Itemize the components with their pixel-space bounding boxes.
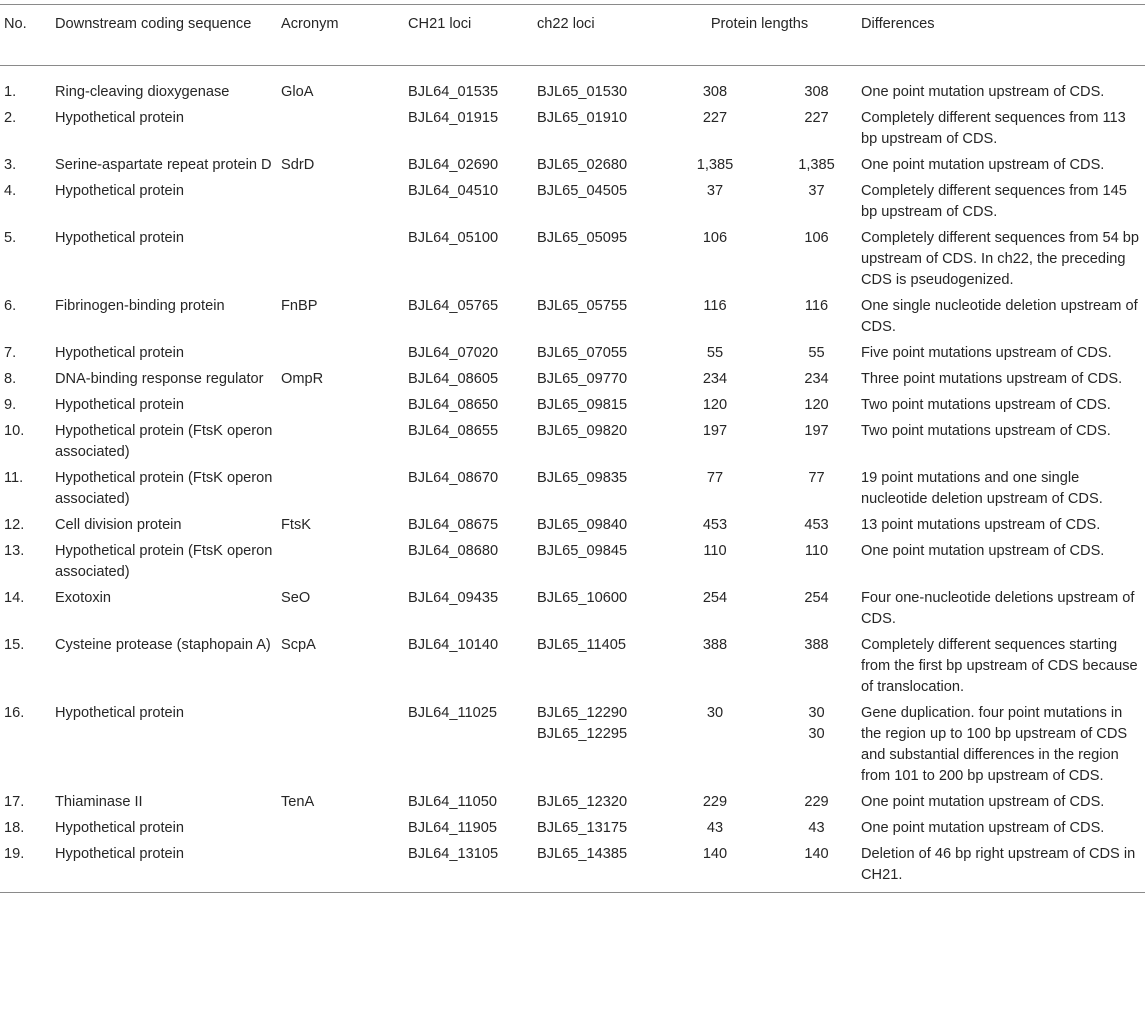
- header-acronym: Acronym: [281, 16, 339, 32]
- cell-length-ch21: 229: [702, 794, 728, 810]
- cell-ch21-loci: BJL64_08655: [408, 423, 499, 439]
- cell-length-ch22-value: 453: [804, 517, 829, 533]
- cell-length-ch22: [772, 293, 861, 340]
- cell-ch21-loci: BJL64_09435: [408, 590, 499, 606]
- table-row: [0, 538, 1145, 585]
- cell-ch22-loci: [537, 700, 658, 789]
- table-row: [0, 418, 1145, 465]
- cell-ch22-loci-value: BJL65_13175: [537, 820, 628, 836]
- cell-length-ch22-value: 37: [808, 183, 825, 199]
- cell-length-ch22: [772, 841, 861, 893]
- cell-length-ch22-value: 140: [804, 846, 829, 862]
- cell-differences: 19 point mutations and one single nucleotide deletion upstream of CDS.: [861, 470, 1103, 507]
- cell-ch22-loci-value: BJL65_10600: [537, 590, 628, 606]
- cell-ch22-loci: [537, 392, 658, 418]
- header-protein-lengths: Protein lengths: [710, 16, 809, 32]
- cell-ch21-loci: BJL64_08650: [408, 397, 499, 413]
- cell-length-ch22: [772, 512, 861, 538]
- cell-length-ch22: [772, 789, 861, 815]
- cell-differences: Completely different sequences starting from the first bp upstream of CDS because of translocation.: [861, 637, 1138, 695]
- cell-length-ch22: [772, 700, 861, 789]
- cell-length-ch21: 37: [706, 183, 724, 199]
- cell-length-ch22: [772, 178, 861, 225]
- cell-acronym: TenA: [281, 794, 315, 810]
- cell-length-ch22: [772, 418, 861, 465]
- cell-acronym: FnBP: [281, 298, 318, 314]
- table-row: [0, 105, 1145, 152]
- table-row: [0, 789, 1145, 815]
- cell-ch21-loci: BJL64_13105: [408, 846, 499, 862]
- cell-ch22-loci-value: BJL65_05755: [537, 298, 628, 314]
- cell-sequence: Cysteine protease (staphopain A): [55, 637, 271, 653]
- cell-length-ch21: 43: [706, 820, 724, 836]
- cell-ch22-loci-value: BJL65_12320: [537, 794, 628, 810]
- cell-ch22-loci: [537, 585, 658, 632]
- table-row: [0, 178, 1145, 225]
- cell-acronym: [281, 815, 408, 841]
- results-table: [0, 4, 1145, 893]
- cell-acronym: [281, 392, 408, 418]
- cell-ch22-loci: [537, 340, 658, 366]
- cell-length-ch22: [772, 585, 861, 632]
- cell-sequence: Fibrinogen-binding protein: [55, 298, 225, 314]
- cell-differences: Completely different sequences from 113 bp upstream of CDS.: [861, 110, 1126, 147]
- cell-sequence: Hypothetical protein: [55, 397, 184, 413]
- cell-ch22-loci: [537, 178, 658, 225]
- cell-length-ch22: [772, 225, 861, 293]
- cell-length-ch21: 77: [706, 470, 724, 486]
- cell-acronym: [281, 418, 408, 465]
- cell-no: 9.: [4, 397, 17, 413]
- table-row: [0, 225, 1145, 293]
- table-row: [0, 512, 1145, 538]
- table-row: [0, 465, 1145, 512]
- cell-ch22-loci-value: BJL65_05095: [537, 230, 628, 246]
- cell-length-ch22-value: 110: [804, 543, 829, 559]
- cell-ch22-loci-value: BJL65_02680: [537, 157, 628, 173]
- cell-ch21-loci: BJL64_08670: [408, 470, 499, 486]
- cell-length-ch21: 388: [702, 637, 728, 653]
- cell-differences: Completely different sequences from 54 bp upstream of CDS. In ch22, the preceding CDS is pseudogenized.: [861, 230, 1139, 288]
- cell-length-ch22-value: 1,385: [798, 157, 835, 173]
- table-row: [0, 632, 1145, 700]
- cell-acronym: ScpA: [281, 637, 316, 653]
- cell-length-ch21: 227: [702, 110, 728, 126]
- cell-length-ch22-value: 30: [808, 726, 825, 742]
- cell-ch21-loci: BJL64_11050: [408, 794, 497, 810]
- header-sequence: Downstream coding sequence: [55, 16, 252, 32]
- cell-no: 13.: [4, 543, 25, 559]
- cell-acronym: FtsK: [281, 517, 311, 533]
- cell-no: 19.: [4, 846, 25, 862]
- table-row: [0, 841, 1145, 893]
- cell-ch22-loci-value: BJL65_09835: [537, 470, 628, 486]
- cell-sequence: Hypothetical protein: [55, 110, 184, 126]
- cell-length-ch21: 30: [706, 705, 724, 721]
- cell-differences: Two point mutations upstream of CDS.: [861, 423, 1111, 439]
- cell-no: 12.: [4, 517, 25, 533]
- cell-sequence: Cell division protein: [55, 517, 182, 533]
- cell-differences: One point mutation upstream of CDS.: [861, 84, 1105, 100]
- cell-sequence: Ring-cleaving dioxygenase: [55, 84, 230, 100]
- cell-differences: One single nucleotide deletion upstream of CDS.: [861, 298, 1138, 335]
- cell-differences: Completely different sequences from 145 bp upstream of CDS.: [861, 183, 1127, 220]
- cell-differences: Gene duplication. four point mutations in the region up to 100 bp upstream of CDS and substantial differences in the region from 101 to 200 bp upstream of CDS.: [861, 705, 1128, 784]
- cell-length-ch22-value: 55: [808, 345, 825, 361]
- cell-sequence: Serine-aspartate repeat protein D: [55, 157, 272, 173]
- cell-ch21-loci: BJL64_01535: [408, 84, 499, 100]
- cell-ch22-loci-value: BJL65_12295: [537, 726, 628, 742]
- cell-length-ch22: [772, 815, 861, 841]
- cell-no: 5.: [4, 230, 17, 246]
- cell-length-ch22: [772, 538, 861, 585]
- cell-acronym: [281, 538, 408, 585]
- cell-ch22-loci: [537, 418, 658, 465]
- cell-sequence: DNA-binding response regulator: [55, 371, 264, 387]
- cell-acronym: [281, 225, 408, 293]
- cell-length-ch22-value: 106: [804, 230, 829, 246]
- table-row: [0, 392, 1145, 418]
- cell-no: 10.: [4, 423, 25, 439]
- cell-length-ch22: [772, 105, 861, 152]
- cell-sequence: Hypothetical protein: [55, 820, 184, 836]
- cell-length-ch21: 140: [702, 846, 728, 862]
- cell-ch22-loci: [537, 66, 658, 106]
- cell-no: 8.: [4, 371, 17, 387]
- cell-ch21-loci: BJL64_05765: [408, 298, 499, 314]
- cell-ch22-loci-value: BJL65_09840: [537, 517, 628, 533]
- cell-length-ch22-value: 234: [804, 371, 829, 387]
- cell-ch22-loci: [537, 366, 658, 392]
- cell-length-ch22-value: 388: [804, 637, 829, 653]
- cell-length-ch21: 116: [703, 298, 727, 314]
- cell-no: 6.: [4, 298, 17, 314]
- cell-sequence: Exotoxin: [55, 590, 111, 606]
- cell-sequence: Hypothetical protein (FtsK operon associated): [55, 423, 273, 460]
- cell-no: 2.: [4, 110, 17, 126]
- cell-ch22-loci-value: BJL65_09815: [537, 397, 628, 413]
- cell-ch22-loci-value: BJL65_11405: [537, 637, 626, 653]
- cell-sequence: Hypothetical protein: [55, 846, 184, 862]
- cell-no: 1.: [4, 84, 17, 100]
- cell-ch22-loci-value: BJL65_07055: [537, 345, 628, 361]
- cell-differences: One point mutation upstream of CDS.: [861, 543, 1105, 559]
- cell-ch21-loci: BJL64_08605: [408, 371, 499, 387]
- cell-differences: One point mutation upstream of CDS.: [861, 794, 1105, 810]
- cell-length-ch22: [772, 465, 861, 512]
- cell-ch21-loci: BJL64_11025: [408, 705, 497, 721]
- cell-length-ch22: [772, 392, 861, 418]
- table-row: [0, 66, 1145, 106]
- cell-ch22-loci: [537, 105, 658, 152]
- cell-ch22-loci-value: BJL65_01910: [537, 110, 628, 126]
- cell-acronym: OmpR: [281, 371, 324, 387]
- cell-ch22-loci-value: BJL65_01530: [537, 84, 628, 100]
- cell-differences: Deletion of 46 bp right upstream of CDS in CH21.: [861, 846, 1136, 883]
- cell-length-ch22: [772, 632, 861, 700]
- cell-length-ch21: 308: [702, 84, 728, 100]
- table-row: [0, 293, 1145, 340]
- cell-length-ch21: 120: [702, 397, 728, 413]
- cell-sequence: Hypothetical protein: [55, 183, 184, 199]
- cell-length-ch22-value: 308: [804, 84, 829, 100]
- cell-length-ch22-value: 197: [804, 423, 829, 439]
- cell-differences: 13 point mutations upstream of CDS.: [861, 517, 1101, 533]
- cell-acronym: [281, 340, 408, 366]
- cell-sequence: Thiaminase II: [55, 794, 143, 810]
- cell-acronym: [281, 465, 408, 512]
- cell-ch22-loci-value: BJL65_09820: [537, 423, 628, 439]
- cell-acronym: SdrD: [281, 157, 315, 173]
- cell-ch22-loci: [537, 512, 658, 538]
- cell-length-ch22: [772, 66, 861, 106]
- cell-ch21-loci: BJL64_01915: [408, 110, 499, 126]
- cell-sequence: Hypothetical protein: [55, 345, 184, 361]
- cell-length-ch22: [772, 340, 861, 366]
- cell-length-ch21: 110: [703, 543, 727, 559]
- cell-ch22-loci-value: BJL65_09770: [537, 371, 628, 387]
- cell-sequence: Hypothetical protein: [55, 230, 184, 246]
- header-row: [0, 5, 1145, 66]
- cell-ch22-loci: [537, 465, 658, 512]
- cell-ch21-loci: BJL64_08680: [408, 543, 499, 559]
- table-row: [0, 815, 1145, 841]
- cell-ch21-loci: BJL64_05100: [408, 230, 499, 246]
- cell-sequence: Hypothetical protein (FtsK operon associated): [55, 470, 273, 507]
- cell-ch21-loci: BJL64_08675: [408, 517, 499, 533]
- header-no: No.: [4, 16, 27, 32]
- cell-ch22-loci-value: BJL65_09845: [537, 543, 628, 559]
- cell-differences: Two point mutations upstream of CDS.: [861, 397, 1111, 413]
- cell-ch21-loci: BJL64_10140: [408, 637, 499, 653]
- cell-ch22-loci: [537, 152, 658, 178]
- cell-ch22-loci: [537, 225, 658, 293]
- cell-ch22-loci: [537, 632, 658, 700]
- cell-no: 3.: [4, 157, 17, 173]
- cell-length-ch22-value: 43: [808, 820, 825, 836]
- cell-length-ch22-value: 116: [804, 298, 829, 314]
- cell-length-ch22-value: 120: [804, 397, 829, 413]
- cell-no: 16.: [4, 705, 25, 721]
- cell-acronym: [281, 105, 408, 152]
- cell-ch22-loci-value: BJL65_04505: [537, 183, 628, 199]
- cell-ch22-loci-value: BJL65_14385: [537, 846, 628, 862]
- cell-no: 18.: [4, 820, 25, 836]
- cell-length-ch22-value: 30: [808, 705, 825, 721]
- cell-no: 14.: [4, 590, 25, 606]
- cell-sequence: Hypothetical protein: [55, 705, 184, 721]
- cell-length-ch21: 453: [702, 517, 728, 533]
- cell-no: 15.: [4, 637, 25, 653]
- cell-acronym: [281, 178, 408, 225]
- cell-length-ch22-value: 229: [804, 794, 829, 810]
- cell-length-ch22-value: 77: [808, 470, 825, 486]
- cell-no: 4.: [4, 183, 17, 199]
- table-row: [0, 585, 1145, 632]
- cell-differences: Five point mutations upstream of CDS.: [861, 345, 1112, 361]
- cell-length-ch21: 1,385: [696, 157, 734, 173]
- cell-ch21-loci: BJL64_04510: [408, 183, 499, 199]
- table-row: [0, 700, 1145, 789]
- cell-length-ch21: 106: [702, 230, 728, 246]
- cell-ch22-loci-value: BJL65_12290: [537, 705, 628, 721]
- cell-differences: One point mutation upstream of CDS.: [861, 820, 1105, 836]
- cell-differences: Four one-nucleotide deletions upstream of CDS.: [861, 590, 1135, 627]
- cell-no: 17.: [4, 794, 25, 810]
- cell-differences: Three point mutations upstream of CDS.: [861, 371, 1123, 387]
- table-row: [0, 340, 1145, 366]
- cell-ch22-loci: [537, 815, 658, 841]
- cell-length-ch22-value: 254: [804, 590, 829, 606]
- cell-acronym: [281, 700, 408, 789]
- header-ch21-loci: CH21 loci: [408, 16, 472, 32]
- header-differences: Differences: [861, 16, 935, 32]
- cell-ch21-loci: BJL64_11905: [408, 820, 497, 836]
- cell-ch22-loci: [537, 841, 658, 893]
- cell-sequence: Hypothetical protein (FtsK operon associated): [55, 543, 273, 580]
- cell-acronym: GloA: [281, 84, 314, 100]
- cell-no: 11.: [4, 470, 24, 486]
- cell-ch22-loci: [537, 293, 658, 340]
- cell-length-ch21: 254: [702, 590, 728, 606]
- cell-length-ch22: [772, 152, 861, 178]
- cell-ch22-loci: [537, 789, 658, 815]
- cell-ch21-loci: BJL64_07020: [408, 345, 499, 361]
- cell-ch22-loci: [537, 538, 658, 585]
- cell-acronym: [281, 841, 408, 893]
- cell-differences: One point mutation upstream of CDS.: [861, 157, 1105, 173]
- cell-length-ch21: 197: [702, 423, 728, 439]
- table-row: [0, 152, 1145, 178]
- cell-ch21-loci: BJL64_02690: [408, 157, 499, 173]
- cell-length-ch21: 234: [702, 371, 728, 387]
- cell-length-ch21: 55: [706, 345, 724, 361]
- cell-length-ch22-value: 227: [804, 110, 829, 126]
- header-ch22-loci: ch22 loci: [537, 16, 595, 32]
- cell-acronym: SeO: [281, 590, 311, 606]
- cell-length-ch22: [772, 366, 861, 392]
- cell-no: 7.: [4, 345, 17, 361]
- table-row: [0, 366, 1145, 392]
